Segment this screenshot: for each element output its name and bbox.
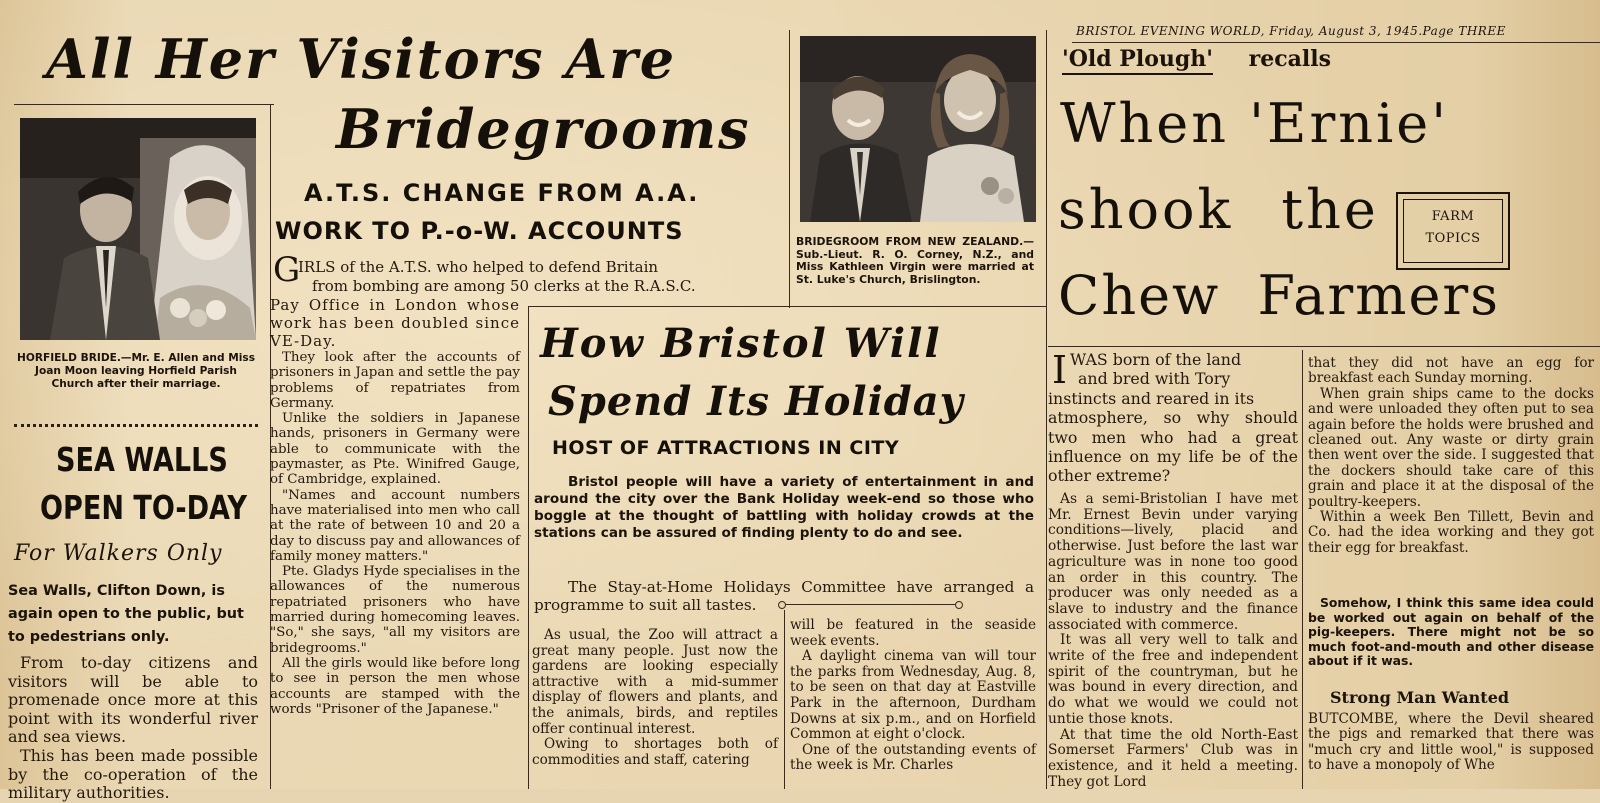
masthead-rule — [1072, 42, 1600, 43]
farm-p2: As a semi-Bristolian I have met Mr. Ernest Bevin under varying conditions—lively, placid and otherwise. Just before the last war agriculture was in none too good an order in this country. The producer was only needed as a slave to industry and the finance associated with commerce. — [1048, 491, 1298, 633]
main-p1-rest: Pay Office in London whose work has been doubled since VE-Day. — [270, 296, 520, 350]
farm-column-rule — [1302, 350, 1303, 789]
masthead-page: Page THREE — [1422, 24, 1506, 38]
holiday-divider-dot-right — [955, 601, 963, 609]
photo-left-rule — [789, 30, 790, 308]
left-dotted-rule — [14, 424, 258, 427]
farm-col2-bold: Somehow, I think this same idea could be worked out again on behalf of the pig-keepers. There might not be so much foot-and-mouth and other disease about if it was. — [1308, 595, 1594, 669]
main-body-intro — [298, 258, 782, 296]
main-headline-line1: All Her Visitors Are — [46, 27, 677, 91]
holiday-headline-line1: How Bristol Will — [540, 320, 942, 367]
holiday-col1-p2: Owing to shortages both of commodities and staff, catering — [532, 736, 778, 768]
left-top-rule — [14, 104, 274, 105]
strong-man-body: BUTCOMBE, where the Devil sheared the pigs and remarked that there was "much cry and little wool," is supposed to have a monopoly of Whe — [1308, 711, 1594, 774]
sea-walls-p1: From to-day citizens and visitors will be able to promenade once more at this point with its wonderful river and sea views. — [8, 653, 258, 747]
holiday-lead: Bristol people will have a variety of entertainment in and around the city over the Bank Holiday week-end so those who boggle at the thought of battling with holiday crowds at the stations can be assured of finding plenty to do and see. — [534, 474, 1034, 541]
masthead-line: BRISTOL EVENING WORLD, Friday, August 3, 1945. — [1076, 24, 1423, 38]
farm-p1-rest: atmosphere, so why should two men who had a great influence on my life be of the other extreme? — [1048, 408, 1298, 486]
sea-walls-head-line2: OPEN TO-DAY — [40, 488, 247, 527]
farm-p4: At that time the old North-East Somerset Farmers' Club was in existence, and it held a meeting. They got Lord — [1048, 726, 1298, 790]
holiday-col2 — [790, 618, 1036, 774]
main-headline-line2: Bridegrooms — [336, 97, 751, 161]
farm-p1-line3: instincts and reared in its — [1048, 388, 1255, 408]
main-p3: Unlike the soldiers in Japanese hands, prisoners in Germany were able to communicate with the paymaster, as Pte. Winifred Gauge, of Cambridge, explained. — [270, 411, 520, 488]
farm-col2-p2: When grain ships came to the docks and were unloaded they often put to sea again before the holds were brushed and cleaned out. Any waste or dirty grain then went over the side. I suggested that the dockers should take care of this grain and place it at the disposal of the poultry-keepers. — [1308, 385, 1594, 510]
farm-topics-inner — [1403, 199, 1503, 263]
horfield-bride-photo — [20, 118, 256, 340]
sea-walls-head-line1: SEA WALLS — [56, 440, 228, 479]
strong-man-head: Strong Man Wanted — [1330, 688, 1510, 707]
main-p1-line2: from bombing are among 50 clerks at the R.A.S.C. — [312, 277, 696, 295]
farm-drop-cap: I — [1052, 348, 1068, 392]
main-p6: All the girls would like before long to see in person the men whose accounts are stamped with the words "Prisoner of the Japanese." — [270, 655, 520, 717]
holiday-divider-dot-left — [778, 601, 786, 609]
main-body-column — [270, 296, 520, 717]
farm-topics-line2: TOPICS — [1425, 231, 1481, 246]
farm-headline-line3: Chew Farmers — [1058, 264, 1500, 327]
farm-kicker-word: recalls — [1248, 46, 1331, 72]
holiday-col2-p1: will be featured in the seaside week events. — [790, 617, 1036, 649]
masthead — [1076, 24, 1600, 42]
holiday-col1-p1: As usual, the Zoo will attract a great many people. Just now the gardens are looking especially attractive with a mid-summer display of flowers and plants, and the animals, birds, and reptiles offer continual interest. — [532, 627, 778, 737]
new-zealand-caption: BRIDEGROOM FROM NEW ZEALAND.—Sub.-Lieut. R. O. Corney, N.Z., and Miss Kathleen Virgin were married at St. Luke's Church, Brislington. — [796, 235, 1034, 286]
main-drop-cap: G — [273, 250, 301, 290]
new-zealand-groom-photo — [800, 36, 1036, 222]
farm-headline-line1: When 'Ernie' — [1060, 92, 1450, 155]
sea-walls-subhead: For Walkers Only — [14, 541, 223, 566]
main-p1-line1: IRLS of the A.T.S. who helped to defend Britain — [298, 258, 659, 276]
farm-col2-p3: Within a week Ben Tillett, Bevin and Co. had the idea working and they got their egg for breakfast. — [1308, 509, 1594, 556]
main-p2: They look after the accounts of prisoners in Japan and settle the pay problems of repatriates from Germany. — [270, 350, 520, 411]
main-subhead-line2: WORK TO P.-o-W. ACCOUNTS — [275, 217, 684, 245]
sea-walls-p2: This has been made possible by the co-operation of the military authorities. — [8, 745, 258, 803]
sea-walls-lead: Sea Walls, Clifton Down, is again open to the public, but to pedestrians only. — [8, 583, 244, 645]
sea-walls-body — [8, 654, 258, 803]
holiday-col1 — [532, 628, 778, 768]
holiday-col2-p2: A daylight cinema van will tour the parks from Wednesday, Aug. 8, to be seen on that day at Eastville Park in the afternoon, Durdham Downs at six p.m., and on Horfield Common at eight o'clock. — [790, 648, 1036, 743]
holiday-divider — [780, 604, 958, 605]
holiday-top-rule — [528, 306, 1046, 307]
holiday-column-rule — [784, 610, 785, 789]
farm-p1-line1: WAS born of the land — [1070, 350, 1242, 369]
farm-col1 — [1048, 350, 1298, 486]
main-subhead-line1: A.T.S. CHANGE FROM A.A. — [304, 179, 700, 207]
farm-kicker-quote: 'Old Plough' — [1062, 46, 1213, 75]
farm-col1-lower — [1048, 492, 1298, 790]
holiday-col2-p3: One of the outstanding events of the week is Mr. Charles — [790, 741, 1036, 774]
farm-kicker — [1062, 44, 1331, 74]
holiday-headline-line2: Spend Its Holiday — [548, 378, 964, 425]
main-p5: Pte. Gladys Hyde specialises in the allowances of the numerous repatriated prisoners who have married during homecoming leaves. "So," she says, "all my visitors are bridegrooms." — [270, 564, 520, 656]
farm-topics-line1: FARM — [1431, 209, 1475, 224]
farm-headline-line2: shook the — [1058, 178, 1379, 241]
holiday-p1: The Stay-at-Home Holidays Committee have arranged a programme to suit all tastes. — [534, 578, 1034, 614]
horfield-bride-caption: HORFIELD BRIDE.—Mr. E. Allen and Miss Joan Moon leaving Horfield Parish Church after their marriage. — [16, 352, 256, 390]
farm-p3: It was all very well to talk and write of the free and independent spirit of the countryman, but he was bound in every direction, and do what we would we could not untie those knots. — [1048, 632, 1298, 727]
farm-col2 — [1308, 356, 1594, 556]
middle-right-rule — [1046, 30, 1047, 789]
farm-head-rule — [1048, 346, 1600, 347]
farm-p1-line2: and bred with Tory — [1078, 369, 1231, 389]
main-p4: "Names and account numbers have materialised into men who call at the rate of between 10 and 20 a day to discuss pay and allowances of family money matters." — [270, 487, 520, 564]
holiday-left-rule — [528, 306, 529, 789]
farm-topics-box — [1396, 192, 1510, 270]
holiday-subhead: HOST OF ATTRACTIONS IN CITY — [552, 437, 900, 459]
farm-col2-p1: that they did not have an egg for breakfast each Sunday morning. — [1308, 355, 1594, 387]
